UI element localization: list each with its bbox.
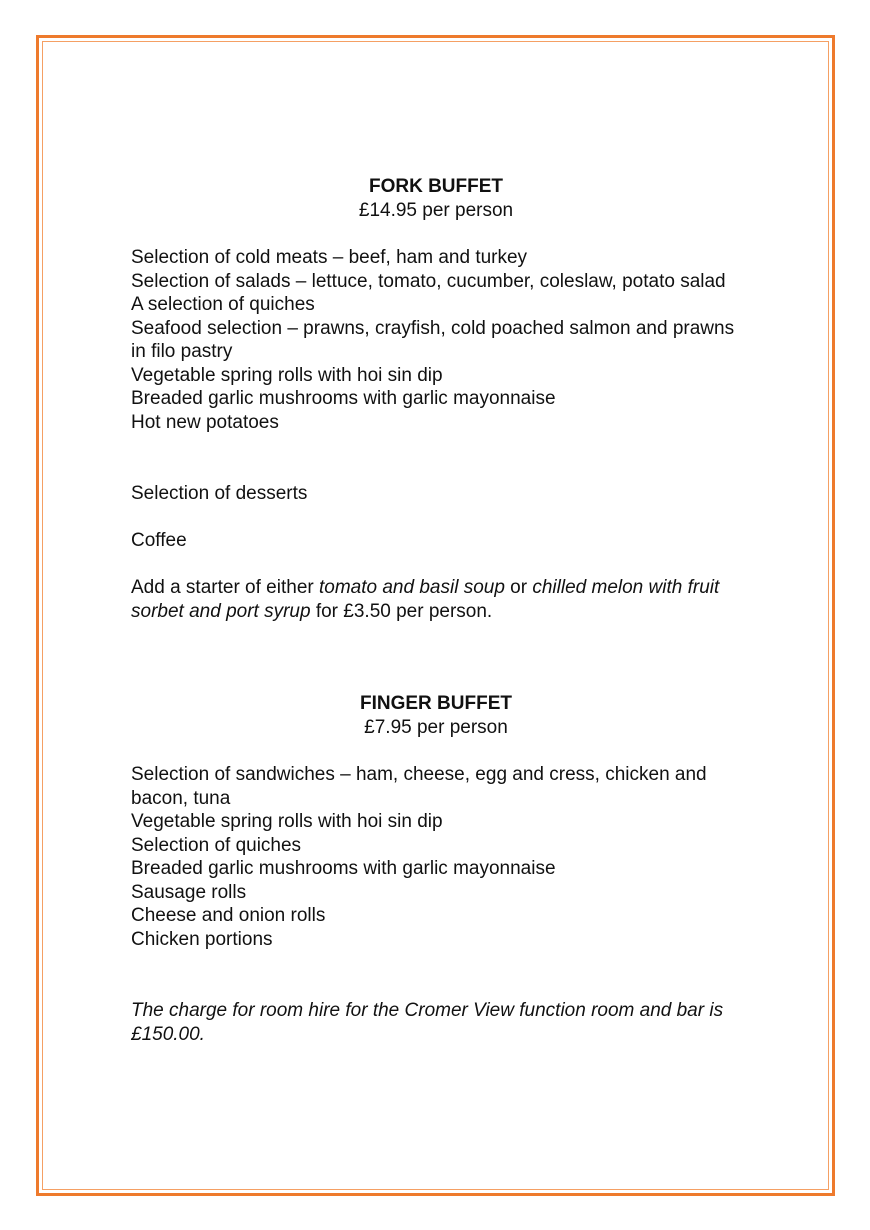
fork-buffet-coffee: Coffee	[131, 530, 187, 551]
fork-buffet-header	[131, 175, 741, 222]
room-hire-note: The charge for room hire for the Cromer View function room and bar is £150.00.	[131, 1000, 724, 1045]
starter-suffix: for £3.50 per person.	[310, 600, 493, 622]
starter-connector: or	[504, 577, 533, 598]
starter-prefix: Add a starter of either	[131, 577, 319, 598]
menu-item: Selection of salads – lettuce, tomato, cucumber, coleslaw, potato salad	[131, 270, 726, 292]
menu-item: Breaded garlic mushrooms with garlic mayonnaise	[131, 858, 556, 879]
finger-buffet-menu-list	[131, 763, 751, 951]
fork-buffet-desserts: Selection of desserts	[131, 483, 308, 504]
menu-item: Selection of quiches	[131, 834, 302, 856]
menu-item: Vegetable spring rolls with hoi sin dip	[131, 811, 443, 832]
menu-item: Hot new potatoes	[131, 411, 279, 433]
fork-buffet-menu-list	[131, 246, 751, 434]
menu-item: Sausage rolls	[131, 881, 247, 903]
finger-buffet-header	[131, 692, 741, 739]
finger-buffet-price: £7.95 per person	[364, 716, 508, 738]
fork-buffet-price: £14.95 per person	[358, 199, 514, 221]
fork-buffet-title: FORK BUFFET	[368, 176, 504, 197]
fork-buffet-starter-note	[131, 576, 751, 623]
menu-item: Cheese and onion rolls	[131, 905, 326, 926]
menu-item: Seafood selection – prawns, crayfish, cold poached salmon and prawns in filo pastry	[131, 317, 735, 362]
starter-option-soup: tomato and basil soup	[319, 577, 505, 598]
menu-item: Vegetable spring rolls with hoi sin dip	[131, 364, 443, 386]
starter-option-melon: chilled melon with fruit sorbet and port syrup	[131, 577, 720, 622]
finger-buffet-title: FINGER BUFFET	[360, 693, 512, 714]
menu-item: A selection of quiches	[131, 294, 315, 315]
menu-item: Breaded garlic mushrooms with garlic mayonnaise	[131, 388, 556, 409]
menu-item: Selection of cold meats – beef, ham and turkey	[131, 247, 528, 268]
menu-item: Selection of sandwiches – ham, cheese, egg and cress, chicken and bacon, tuna	[131, 764, 707, 809]
menu-item: Chicken portions	[131, 928, 273, 950]
